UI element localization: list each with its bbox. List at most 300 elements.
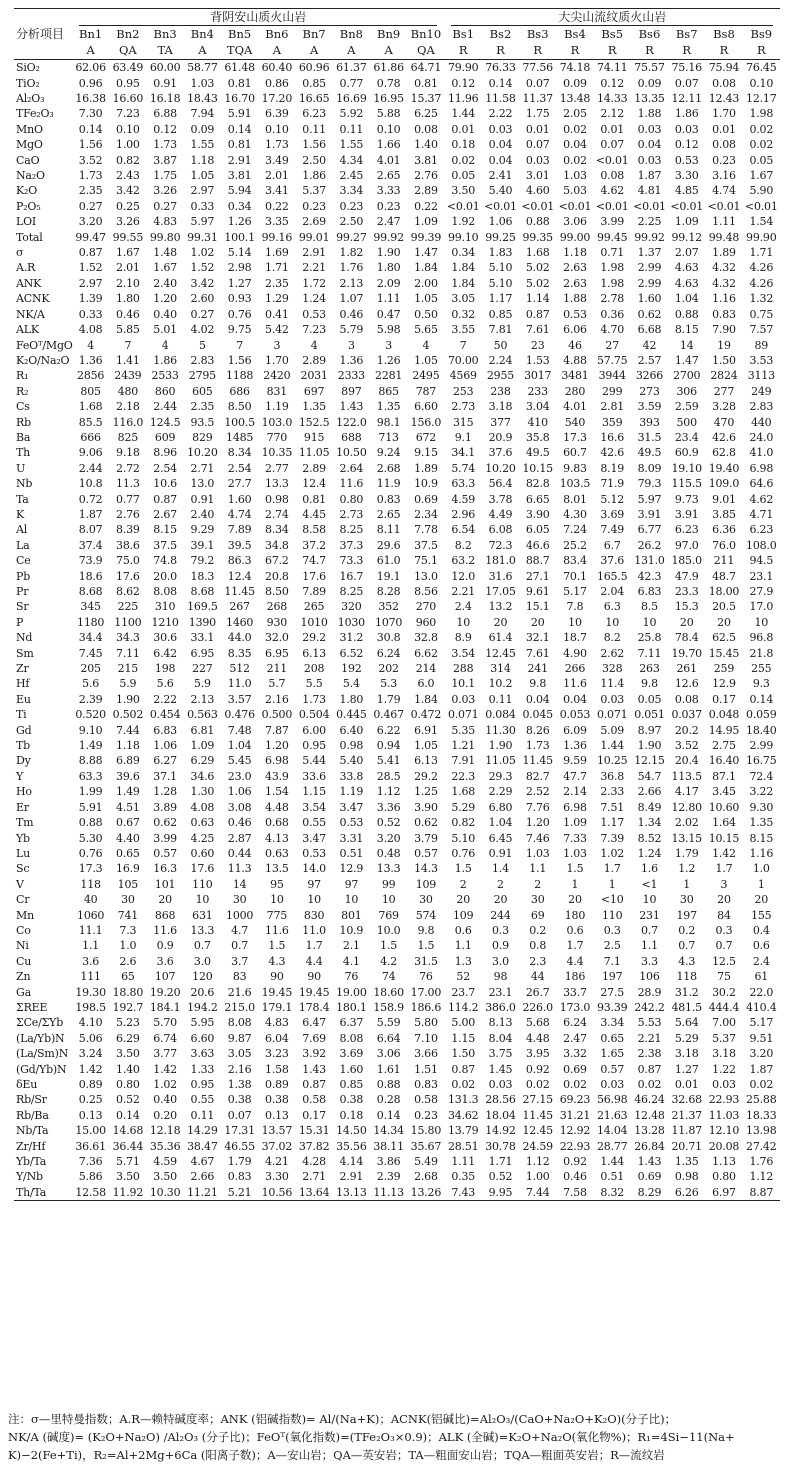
row-label: Dy xyxy=(16,754,31,768)
table-cell: 1.49 xyxy=(78,739,103,753)
table-cell: 5.94 xyxy=(227,184,252,198)
table-cell: 265 xyxy=(303,600,325,614)
table-cell: 6.06 xyxy=(563,323,587,337)
table-cell: 37.1 xyxy=(153,769,177,783)
table-cell: 6.60 xyxy=(190,1031,215,1045)
table-cell: 0.2 xyxy=(529,923,547,937)
table-cell: 4.63 xyxy=(674,276,699,290)
table-cell: 0.03 xyxy=(600,1078,625,1092)
table-cell: 12.4 xyxy=(227,569,252,583)
table-row xyxy=(14,1046,780,1061)
table-cell: 0.03 xyxy=(488,1078,513,1092)
table-cell: 1.1 xyxy=(641,939,658,953)
table-cell: 1.12 xyxy=(376,785,401,799)
row-label: MgO xyxy=(16,138,43,152)
sample-id-header: Bs5 xyxy=(601,27,624,42)
table-cell: 6.09 xyxy=(563,723,587,737)
row-label: Co xyxy=(16,923,31,937)
table-cell: 36.61 xyxy=(75,1139,106,1153)
table-cell: 2.91 xyxy=(227,153,252,167)
table-cell: 0.13 xyxy=(78,1108,103,1122)
table-cell: 84 xyxy=(717,908,731,922)
table-cell: 0.05 xyxy=(451,169,476,183)
table-cell: 5.10 xyxy=(451,831,476,845)
row-label: Ni xyxy=(16,939,29,953)
table-row xyxy=(14,892,780,907)
table-cell: <0.01 xyxy=(633,199,666,213)
table-cell: 30.8 xyxy=(376,631,401,645)
table-cell: 0.02 xyxy=(451,153,476,167)
table-cell: 99.25 xyxy=(485,230,516,244)
table-cell: 16.75 xyxy=(746,754,777,768)
table-cell: 8.26 xyxy=(525,723,550,737)
table-cell: 5.21 xyxy=(221,1185,258,1201)
table-cell: 0.02 xyxy=(451,1078,476,1092)
table-cell: 180.1 xyxy=(336,1000,367,1014)
table-cell: 2.50 xyxy=(302,153,326,167)
table-cell: 0.12 xyxy=(674,138,699,152)
table-cell: 7.46 xyxy=(525,831,550,845)
table-cell: 263 xyxy=(639,662,660,676)
row-label: Cu xyxy=(16,954,32,968)
table-cell: 0.03 xyxy=(637,122,662,136)
table-cell: 178.4 xyxy=(298,1000,330,1014)
table-cell: 13.35 xyxy=(634,92,665,106)
table-cell: 13.28 xyxy=(634,1124,665,1138)
table-cell: 2.50 xyxy=(339,215,364,229)
table-cell: 8.88 xyxy=(78,754,103,768)
row-label: TiO₂ xyxy=(16,76,40,90)
table-cell: 4.26 xyxy=(749,276,774,290)
table-cell: 3.20 xyxy=(78,215,103,229)
table-cell: 1.42 xyxy=(78,1062,103,1076)
table-cell: 574 xyxy=(415,908,437,922)
table-cell: 1.82 xyxy=(339,246,364,260)
table-cell: 1.17 xyxy=(600,816,625,830)
table-cell: 8.97 xyxy=(637,723,662,737)
table-cell: 0.03 xyxy=(712,1078,736,1092)
table-cell: 0.87 xyxy=(302,1078,326,1092)
table-cell: 11.9 xyxy=(376,477,401,491)
table-cell: 180 xyxy=(564,908,586,922)
table-cell: 1.92 xyxy=(451,215,476,229)
table-cell: 3.6 xyxy=(82,954,100,968)
table-cell: 2.76 xyxy=(116,507,140,521)
table-cell: 4 xyxy=(161,338,169,352)
table-cell: 0.02 xyxy=(563,122,587,136)
table-row xyxy=(14,676,780,691)
table-cell: 1210 xyxy=(151,615,179,629)
sample-id-header: Bs9 xyxy=(750,27,773,42)
table-cell: 6.13 xyxy=(414,754,438,768)
table-cell: 70.1 xyxy=(563,569,587,583)
table-cell: 94.5 xyxy=(749,554,774,568)
table-cell: 3.91 xyxy=(674,507,699,521)
table-cell: 10 xyxy=(642,893,657,907)
table-cell: 173.0 xyxy=(559,1000,591,1014)
table-cell: 97 xyxy=(307,877,321,891)
table-cell: 40 xyxy=(83,893,98,907)
table-cell: 1.35 xyxy=(674,1155,699,1169)
table-cell: 225 xyxy=(117,600,139,614)
table-cell: 215 xyxy=(117,662,139,676)
table-cell: 37.5 xyxy=(414,538,438,552)
table-cell: 7.90 xyxy=(712,323,736,337)
row-label: Al xyxy=(16,523,28,537)
table-cell: 6.98 xyxy=(749,461,774,475)
table-cell: 1.26 xyxy=(227,215,252,229)
table-cell: 197 xyxy=(676,908,697,922)
table-cell: 10 xyxy=(307,893,321,907)
table-cell: 540 xyxy=(564,415,586,429)
table-cell: 2281 xyxy=(375,369,403,383)
table-cell: 8.08 xyxy=(339,1031,364,1045)
table-cell: 5.97 xyxy=(637,492,662,506)
table-cell: 12.92 xyxy=(559,1124,591,1138)
table-cell: 0.98 xyxy=(339,739,364,753)
group2-title: 大尖山流纹质火山岩 xyxy=(451,11,773,26)
table-cell: 2.40 xyxy=(153,276,177,290)
table-cell: 2.04 xyxy=(600,585,625,599)
table-cell: 12.43 xyxy=(708,92,740,106)
table-cell: 1.04 xyxy=(227,739,252,753)
rock-type-header: A xyxy=(72,43,109,60)
table-cell: 33.1 xyxy=(190,631,215,645)
table-cell: 0.3 xyxy=(715,923,733,937)
table-cell: 95 xyxy=(270,877,284,891)
table-cell: 6.26 xyxy=(668,1185,705,1201)
table-cell: 1.52 xyxy=(190,261,215,275)
table-cell: 60.96 xyxy=(298,61,330,75)
table-cell: 1.67 xyxy=(749,169,774,183)
table-cell: 0.09 xyxy=(637,76,662,90)
table-cell: 6.27 xyxy=(153,754,177,768)
table-cell: 33.8 xyxy=(339,769,364,783)
table-cell: 0.07 xyxy=(525,138,550,152)
table-cell: 131.3 xyxy=(447,1093,479,1107)
table-cell: 1.90 xyxy=(488,739,513,753)
table-cell: 960 xyxy=(415,615,437,629)
table-cell: 1.43 xyxy=(302,1062,326,1076)
table-row xyxy=(14,923,780,938)
group1-title: 背阴安山质火山岩 xyxy=(79,11,437,26)
table-cell: 32.8 xyxy=(414,631,438,645)
table-cell: 3.0 xyxy=(492,954,509,968)
table-cell: 109 xyxy=(415,877,437,891)
table-cell: 1.71 xyxy=(749,246,774,260)
table-cell: 9.30 xyxy=(749,800,774,814)
table-cell: 0.12 xyxy=(600,76,625,90)
table-row xyxy=(14,815,780,830)
table-row xyxy=(14,307,780,322)
table-cell: 0.98 xyxy=(674,1170,699,1184)
row-label: SiO₂ xyxy=(16,61,40,75)
table-cell: 83.4 xyxy=(563,554,587,568)
table-cell: 10.8 xyxy=(78,477,103,491)
table-cell: 20.8 xyxy=(265,569,289,583)
row-label: Rb xyxy=(16,415,31,429)
table-cell: 99.01 xyxy=(298,230,330,244)
table-cell: 231 xyxy=(639,908,660,922)
table-cell: 3.3 xyxy=(641,954,658,968)
table-cell: 19.30 xyxy=(75,985,106,999)
table-cell: 5.6 xyxy=(82,677,100,691)
table-cell: 25.88 xyxy=(746,1093,777,1107)
table-cell: 3 xyxy=(720,877,728,891)
table-cell: <0.01 xyxy=(595,199,629,213)
table-cell: 184.1 xyxy=(149,1000,181,1014)
table-cell: 181.0 xyxy=(485,554,516,568)
table-cell: 1.02 xyxy=(153,1078,177,1092)
table-cell: 152.5 xyxy=(298,415,330,429)
rock-type-header: R xyxy=(743,43,780,60)
table-cell: 90 xyxy=(307,970,321,984)
rock-type-header: R xyxy=(556,43,593,60)
table-cell: 0.87 xyxy=(637,1062,662,1076)
table-cell: 3.66 xyxy=(414,1047,438,1061)
table-cell: 2.44 xyxy=(78,461,103,475)
table-row xyxy=(14,645,780,660)
table-cell: 2.39 xyxy=(78,692,103,706)
row-label: Th xyxy=(16,446,31,460)
table-cell: 4.30 xyxy=(563,507,587,521)
table-cell: 1.60 xyxy=(637,292,662,306)
note-line: K)−2(Fe+Ti)，R₂=Al+2Mg+6Ca (阳离子数)；A—安山岩；QA—英安岩；TA—粗面安山岩；TQA—粗面英安岩；R—流纹岩 xyxy=(8,1448,665,1462)
table-cell: 0.01 xyxy=(525,122,550,136)
table-cell: 1070 xyxy=(375,615,403,629)
table-cell: 24.59 xyxy=(522,1139,553,1153)
row-label: P xyxy=(16,615,24,629)
table-cell: 8.34 xyxy=(265,523,289,537)
table-cell: 12.45 xyxy=(485,646,516,660)
table-cell: 20 xyxy=(493,615,508,629)
table-cell: 1.5 xyxy=(454,862,472,876)
table-cell: 1.07 xyxy=(339,292,364,306)
table-cell: 0.03 xyxy=(600,692,625,706)
table-cell: 2.75 xyxy=(712,739,736,753)
table-cell: 46.55 xyxy=(224,1139,255,1153)
table-cell: 8.2 xyxy=(603,631,621,645)
row-label: Sr xyxy=(16,600,29,614)
table-row xyxy=(14,877,780,892)
table-cell: 3.63 xyxy=(190,1047,215,1061)
table-cell: 0.28 xyxy=(376,1093,401,1107)
table-cell: 470 xyxy=(713,415,735,429)
table-cell: <0.01 xyxy=(744,199,778,213)
table-row xyxy=(14,137,780,152)
table-cell: 0.07 xyxy=(227,1108,252,1122)
table-cell: 73.9 xyxy=(78,554,103,568)
row-label: ΣREE xyxy=(16,1000,48,1014)
row-label: Yb xyxy=(16,831,30,845)
table-cell: 1.54 xyxy=(265,785,289,799)
table-cell: 38.11 xyxy=(373,1139,404,1153)
table-cell: 13.13 xyxy=(333,1185,370,1201)
table-cell: 5.95 xyxy=(190,1016,215,1030)
table-cell: 6.24 xyxy=(376,646,401,660)
table-cell: 8.5 xyxy=(641,600,658,614)
table-cell: 63.3 xyxy=(451,477,476,491)
table-cell: 61.48 xyxy=(224,61,255,75)
table-cell: 6.91 xyxy=(414,723,438,737)
table-cell: 15.00 xyxy=(75,1124,106,1138)
table-cell: 1.89 xyxy=(414,461,438,475)
table-cell: 105 xyxy=(117,877,139,891)
table-cell: 1.05 xyxy=(190,169,215,183)
table-row xyxy=(14,661,780,676)
table-cell: 10.2 xyxy=(488,677,513,691)
table-cell: 12.80 xyxy=(671,800,702,814)
row-label: Pb xyxy=(16,569,31,583)
table-cell: 5.68 xyxy=(525,1016,550,1030)
table-cell: 0.88 xyxy=(78,816,103,830)
table-cell: 0.467 xyxy=(373,708,404,722)
table-cell: 2.63 xyxy=(563,261,587,275)
sample-id-header: Bs3 xyxy=(526,27,549,42)
table-cell: 20 xyxy=(530,615,545,629)
table-cell: 194.2 xyxy=(187,1000,218,1014)
table-cell: 5.90 xyxy=(749,184,774,198)
table-cell: 10 xyxy=(344,893,359,907)
table-cell: 2.5 xyxy=(603,939,621,953)
table-cell: 4.3 xyxy=(678,954,696,968)
table-cell: 4.83 xyxy=(265,1016,289,1030)
table-cell: 2.33 xyxy=(600,785,625,799)
table-cell: 930 xyxy=(266,615,288,629)
table-cell: 29.6 xyxy=(376,538,401,552)
table-cell: 10 xyxy=(456,615,470,629)
table-cell: 0.13 xyxy=(265,1108,289,1122)
table-cell: 2.73 xyxy=(339,507,364,521)
sample-id-header: Bn3 xyxy=(153,27,177,42)
table-cell: 8.29 xyxy=(631,1185,668,1201)
table-cell: 6.3 xyxy=(603,600,621,614)
table-cell: 62.5 xyxy=(712,631,736,645)
table-cell: 3266 xyxy=(635,369,664,383)
row-label: Mn xyxy=(16,908,34,922)
table-cell: 10.9 xyxy=(339,923,364,937)
table-cell: 11.21 xyxy=(184,1185,221,1201)
table-cell: 0.25 xyxy=(116,199,140,213)
table-cell: 831 xyxy=(266,384,288,398)
table-cell: 0.05 xyxy=(749,153,774,167)
table-cell: 2824 xyxy=(710,369,738,383)
table-cell: 19.20 xyxy=(149,985,181,999)
table-cell: 1 xyxy=(683,877,691,891)
table-cell: 1.5 xyxy=(380,939,398,953)
table-cell: 22.0 xyxy=(749,985,774,999)
table-cell: 28.9 xyxy=(637,985,662,999)
table-cell: 14.0 xyxy=(302,862,326,876)
table-cell: 0.01 xyxy=(600,122,625,136)
table-cell: 1.75 xyxy=(153,169,177,183)
table-cell: 8.34 xyxy=(227,446,252,460)
table-cell: 1.09 xyxy=(674,215,699,229)
table-cell: 6.29 xyxy=(190,754,215,768)
table-row xyxy=(14,368,780,383)
table-cell: 10 xyxy=(754,615,769,629)
table-cell: 0.57 xyxy=(600,1062,625,1076)
table-cell: 1.72 xyxy=(302,276,326,290)
table-cell: 10.20 xyxy=(485,461,516,475)
row-label: Eu xyxy=(16,692,31,706)
table-cell: 0.53 xyxy=(674,153,699,167)
row-label: Gd xyxy=(16,723,32,737)
row-label: NK/A xyxy=(16,307,45,321)
table-cell: 253 xyxy=(453,384,474,398)
sample-id-header: Bn6 xyxy=(265,27,289,42)
table-cell: 1.1 xyxy=(82,939,100,953)
table-cell: 5.6 xyxy=(156,677,174,691)
table-cell: 9.8 xyxy=(417,923,435,937)
table-cell: 5.10 xyxy=(488,276,513,290)
table-cell: 1.68 xyxy=(78,400,103,414)
table-cell: 0.02 xyxy=(749,122,774,136)
table-cell: 0.045 xyxy=(522,708,553,722)
table-cell: 0.33 xyxy=(190,199,215,213)
table-cell: 22.93 xyxy=(708,1093,740,1107)
row-label: Tb xyxy=(16,739,30,753)
table-cell: 0.83 xyxy=(712,307,736,321)
table-cell: 4.21 xyxy=(265,1155,289,1169)
table-cell: 226.0 xyxy=(522,1000,553,1014)
table-cell: 227 xyxy=(192,662,213,676)
table-cell: 0.23 xyxy=(339,199,364,213)
geochemistry-table-container xyxy=(14,8,780,1201)
table-cell: 11.87 xyxy=(671,1124,702,1138)
table-cell: 2495 xyxy=(412,369,440,383)
table-cell: 107 xyxy=(154,970,176,984)
table-cell: 20.9 xyxy=(488,430,513,444)
table-cell: 20 xyxy=(717,615,731,629)
row-label: Y/Nb xyxy=(16,1170,43,1184)
table-cell: 314 xyxy=(490,662,511,676)
table-cell: 8.56 xyxy=(414,585,438,599)
table-cell: 0.78 xyxy=(376,76,401,90)
row-label: Hf xyxy=(16,677,30,691)
row-label: CaO xyxy=(16,153,40,167)
table-cell: 11.30 xyxy=(485,723,516,737)
table-cell: 82.8 xyxy=(525,477,550,491)
table-cell: 14.92 xyxy=(485,1124,516,1138)
table-cell: 2.64 xyxy=(339,461,364,475)
table-cell: 1.86 xyxy=(302,169,326,183)
table-cell: 8.13 xyxy=(488,1016,513,1030)
table-cell: 0.03 xyxy=(451,692,476,706)
table-cell: 3.34 xyxy=(600,1016,625,1030)
table-cell: 74.7 xyxy=(302,554,326,568)
table-cell: 1.03 xyxy=(525,846,550,860)
row-label: Nb/Ta xyxy=(16,1124,49,1138)
table-cell: 1.99 xyxy=(78,785,103,799)
table-cell: 8.07 xyxy=(78,523,103,537)
table-cell: 14.33 xyxy=(596,92,628,106)
table-cell: 23.3 xyxy=(674,585,699,599)
table-cell: 71.9 xyxy=(600,477,625,491)
table-cell: 0.14 xyxy=(78,122,103,136)
table-cell: 3.42 xyxy=(116,184,140,198)
table-cell: 11.58 xyxy=(485,92,516,106)
row-label: Zn xyxy=(16,970,31,984)
row-label: Zr xyxy=(16,662,29,676)
table-cell: 109 xyxy=(453,908,474,922)
table-cell: 15.45 xyxy=(708,646,740,660)
row-label: Sc xyxy=(16,862,30,876)
table-cell: 1485 xyxy=(226,430,254,444)
table-cell: 3 xyxy=(347,338,355,352)
table-cell: 4.08 xyxy=(78,323,103,337)
table-cell: 99.16 xyxy=(261,230,293,244)
